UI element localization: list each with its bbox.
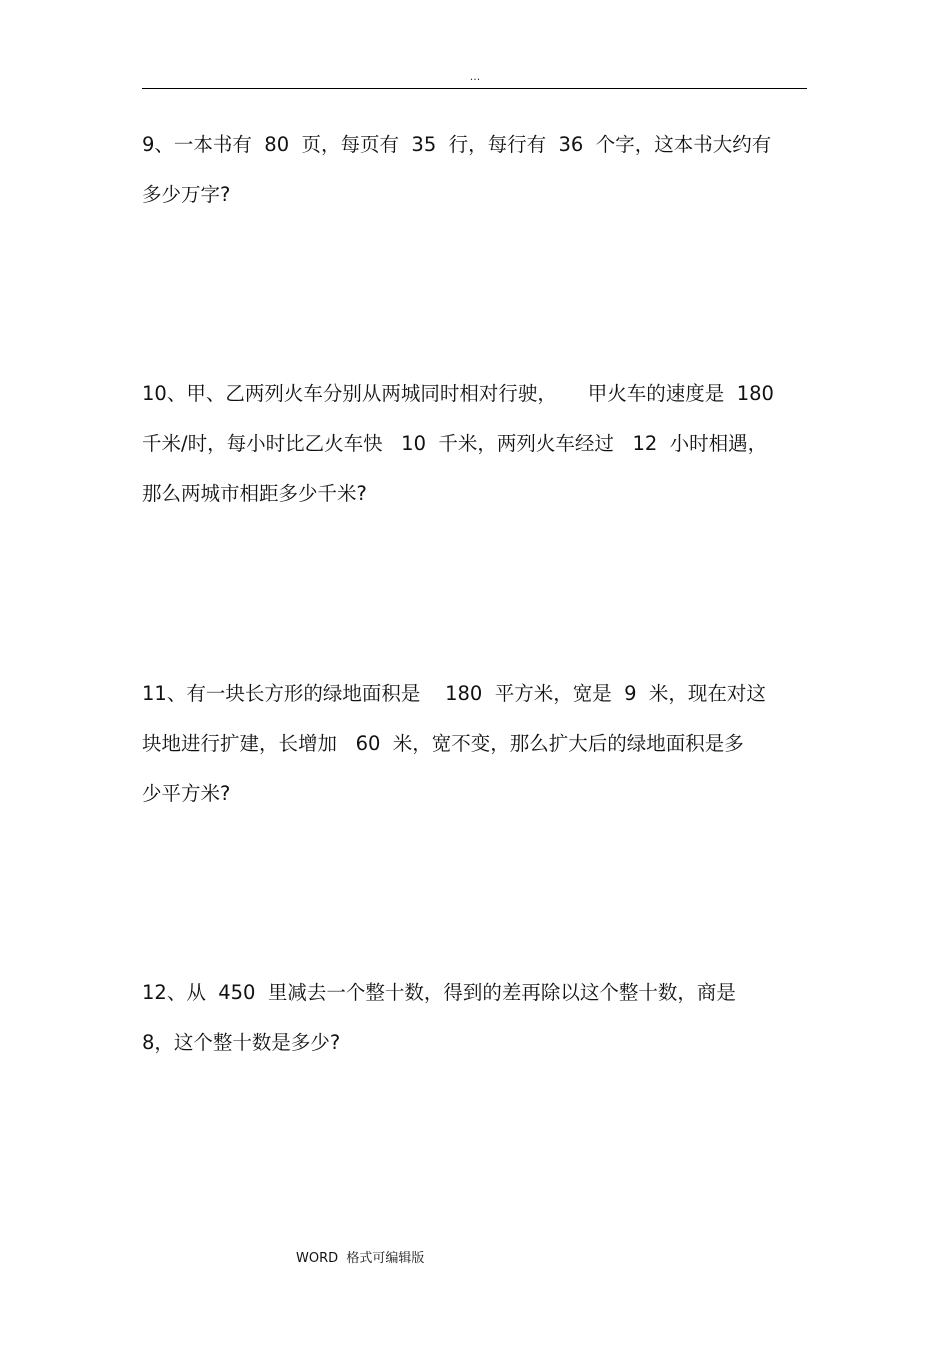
problem-9-line-1: 9、一本书有 80 页，每页有 35 行，每行有 36 个字，这本书大约有: [142, 133, 772, 156]
problem-9: [142, 120, 812, 220]
problem-10: [142, 369, 812, 519]
problem-12: [142, 968, 812, 1068]
problem-11-line-3: 少平方米?: [142, 782, 231, 805]
header-mark: ...: [469, 70, 481, 83]
problem-10-line-3: 那么两城市相距多少千米?: [142, 482, 367, 505]
problem-11: [142, 669, 812, 819]
footer-label: WORD 格式可编辑版: [296, 1251, 425, 1266]
problem-12-line-2: 8，这个整十数是多少?: [142, 1031, 341, 1054]
problem-12-line-1: 12、从 450 里减去一个整十数，得到的差再除以这个整十数，商是: [142, 981, 736, 1004]
problem-10-line-1: 10、甲、乙两列火车分别从两城同时相对行驶， 甲火车的速度是 180: [142, 382, 774, 405]
problem-11-line-1: 11、有一块长方形的绿地面积是 180 平方米，宽是 9 米，现在对这: [142, 682, 766, 705]
problem-10-line-2: 千米/时，每小时比乙火车快 10 千米，两列火车经过 12 小时相遇，: [142, 432, 768, 455]
problem-9-line-2: 多少万字?: [142, 183, 231, 206]
problem-11-line-2: 块地进行扩建，长增加 60 米，宽不变，那么扩大后的绿地面积是多: [142, 732, 744, 755]
header-rule: [142, 88, 807, 89]
